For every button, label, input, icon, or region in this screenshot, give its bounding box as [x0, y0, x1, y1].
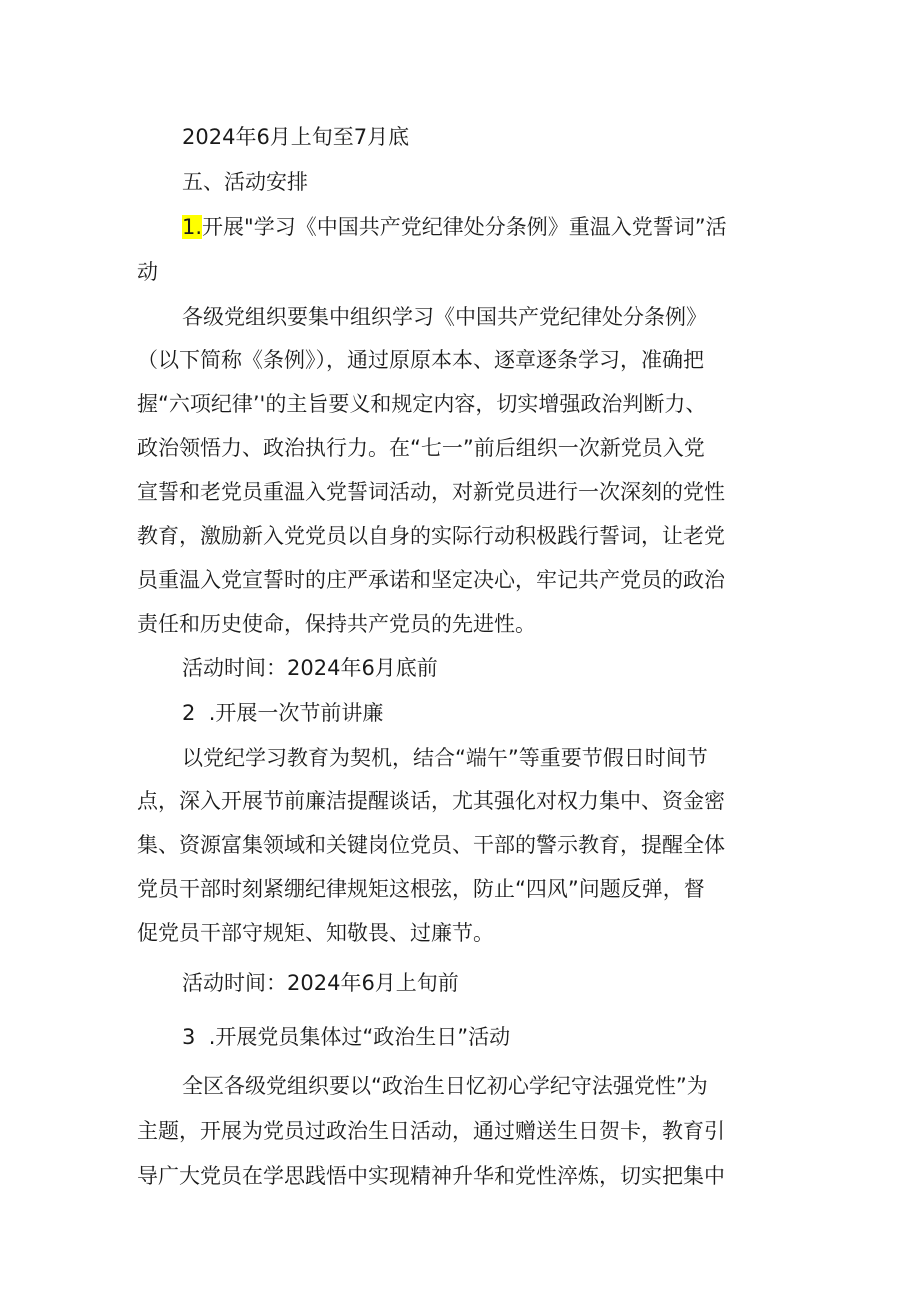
text: 3 .开展党员集体过“政治生日”活动: [182, 1025, 511, 1049]
paragraph-line: [0, 345, 920, 375]
text: 责任和历史使命，保持共产党员的先进性。: [137, 612, 536, 636]
paragraph-line: [0, 1161, 920, 1191]
text: 活动时间：2024年6月底前: [182, 656, 438, 680]
paragraph-line: [0, 743, 920, 773]
paragraph-line: [0, 477, 920, 507]
paragraph-line: [0, 433, 920, 463]
text: （以下简称《条例》），通过原原本本、逐章逐条学习，准确把: [137, 348, 704, 372]
paragraph-line: [0, 389, 920, 419]
text: 集、资源富集领域和关键岗位党员、干部的警示教育，提醒全体: [137, 833, 725, 857]
paragraph-line: [0, 1116, 920, 1146]
text: 开展"学习《中国共产党纪律处分条例》重温入党誓词”活: [202, 215, 727, 239]
text: 导广大党员在学思践悟中实现精神升华和党性淬炼，切实把集中: [137, 1164, 725, 1188]
text: 2 .开展一次节前讲廉: [182, 701, 384, 725]
text: 党员干部时刻紧绷纪律规矩这根弦，防止“四风”问题反弹，督: [137, 877, 705, 901]
text: 握“六项纪律’'的主旨要义和规定内容，切实增强政治判断力、: [137, 392, 707, 416]
text: 五、活动安排: [182, 170, 308, 194]
text: 教育，激励新入党党员以自身的实际行动积极践行誓词，让老党: [137, 524, 725, 548]
item-2-heading: [0, 698, 920, 728]
item-1-heading-cont: [0, 257, 920, 287]
paragraph-line: [0, 302, 920, 332]
paragraph-line: [0, 565, 920, 595]
highlighted-number: 1.: [182, 215, 203, 239]
activity-time-line: [0, 968, 920, 998]
paragraph-line: [0, 1071, 920, 1101]
text: 动: [137, 260, 158, 284]
item-1-heading: [0, 212, 920, 242]
paragraph-line: [0, 609, 920, 639]
text: 各级党组织要集中组织学习《中国共产党纪律处分条例》: [182, 305, 707, 329]
text: 宣誓和老党员重温入党誓词活动，对新党员进行一次深刻的党性: [137, 480, 725, 504]
paragraph-line: [0, 918, 920, 948]
text: 主题，开展为党员过政治生日活动，通过赠送生日贺卡，教育引: [137, 1119, 725, 1143]
text: 政治领悟力、政治执行力。在“七一”前后组织一次新党员入党: [137, 436, 705, 460]
text: 全区各级党组织要以“政治生日忆初心学纪守法强党性”为: [182, 1074, 708, 1098]
paragraph-line: [0, 830, 920, 860]
time-range-line: [0, 122, 920, 152]
activity-time-line: [0, 653, 920, 683]
text: 以党纪学习教育为契机，结合“端午”等重要节假日时间节: [182, 746, 708, 770]
text: 员重温入党宣誓时的庄严承诺和坚定决心，牢记共产党员的政治: [137, 568, 725, 592]
text: 活动时间：2024年6月上旬前: [182, 971, 459, 995]
text: 点，深入开展节前廉洁提醒谈话，尤其强化对权力集中、资金密: [137, 789, 725, 813]
text: 促党员干部守规矩、知敬畏、过廉节。: [137, 921, 494, 945]
paragraph-line: [0, 786, 920, 816]
item-3-heading: [0, 1022, 920, 1052]
text: 2024年6月上旬至7月底: [182, 125, 410, 149]
section-heading: [0, 167, 920, 197]
paragraph-line: [0, 521, 920, 551]
paragraph-line: [0, 874, 920, 904]
